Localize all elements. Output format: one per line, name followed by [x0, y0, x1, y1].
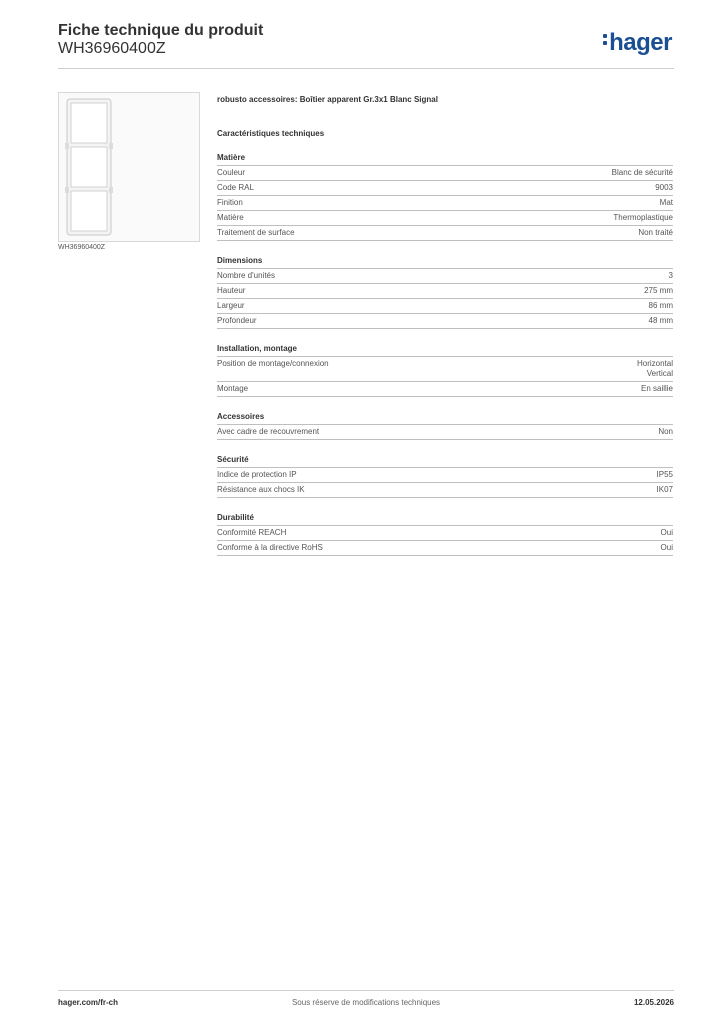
spec-heading: Caractéristiques techniques — [217, 129, 325, 138]
spec-row — [217, 181, 673, 196]
spec-label: Largeur — [217, 301, 245, 310]
spec-value — [660, 198, 673, 208]
spec-value-line: IK07 — [656, 485, 673, 494]
spec-row — [217, 382, 673, 397]
spec-value — [655, 183, 673, 193]
footer-notice: Sous réserve de modifications techniques — [291, 998, 441, 1007]
spec-value-line: 275 mm — [644, 286, 673, 295]
spec-label: Traitement de surface — [217, 228, 295, 237]
spec-row — [217, 166, 673, 181]
spec-label: Matière — [217, 213, 244, 222]
spec-value-line: IP55 — [656, 470, 673, 479]
spec-value-line: Blanc de sécurité — [611, 168, 673, 177]
product-image — [58, 92, 200, 242]
spec-groups — [217, 152, 673, 556]
spec-label: Montage — [217, 384, 249, 393]
spec-row — [217, 226, 673, 241]
spec-row — [217, 196, 673, 211]
spec-value — [661, 543, 673, 553]
surface-box-3x1-icon — [59, 93, 199, 241]
spec-label: Position de montage/connexion — [217, 359, 329, 368]
group-title: Durabilité — [217, 512, 673, 526]
spec-value — [657, 485, 673, 495]
footer-date: 12.05.2026 — [633, 998, 674, 1007]
spec-label: Conforme à la directive RoHS — [217, 543, 323, 552]
footer-website: hager.com/fr-ch — [58, 998, 119, 1007]
spec-value — [658, 427, 673, 437]
spec-row — [217, 526, 673, 541]
footer-divider — [58, 990, 674, 991]
spec-value-line: Non — [658, 427, 673, 436]
spec-value-line: Oui — [660, 528, 673, 537]
spec-label: Profondeur — [217, 316, 257, 325]
group-title: Sécurité — [217, 454, 673, 468]
page-header — [58, 22, 674, 68]
group-title: Dimensions — [217, 255, 673, 269]
header-divider — [58, 68, 674, 69]
spec-content — [217, 94, 673, 556]
spec-row — [217, 541, 673, 556]
hager-logo — [603, 30, 672, 56]
group-title: Installation, montage — [217, 343, 673, 357]
spec-value-line: Non traité — [638, 228, 673, 237]
group-title: Accessoires — [217, 411, 673, 425]
spec-value — [661, 528, 673, 538]
spec-row — [217, 284, 673, 299]
spec-value — [669, 271, 673, 281]
spec-label: Hauteur — [217, 286, 246, 295]
spec-value-line: 48 mm — [648, 316, 673, 325]
spec-value-line: Mat — [659, 198, 673, 207]
spec-label: Finition — [217, 198, 243, 207]
spec-row — [217, 468, 673, 483]
spec-row — [217, 314, 673, 329]
spec-value — [637, 359, 673, 379]
spec-label: Avec cadre de recouvrement — [217, 427, 320, 436]
spec-value-line: En saillie — [640, 384, 673, 393]
spec-row — [217, 299, 673, 314]
product-code: WH36960400Z — [58, 40, 166, 57]
spec-value-line: Oui — [660, 543, 673, 552]
product-name: robusto accessoires: Boîtier apparent Gr.3x1 Blanc Signal — [217, 95, 438, 104]
logo-dots-icon — [603, 31, 609, 48]
spec-value-line: Horizontal — [636, 359, 673, 368]
spec-label: Indice de protection IP — [217, 470, 297, 479]
spec-value — [649, 301, 673, 311]
spec-row — [217, 425, 673, 440]
spec-label: Résistance aux chocs IK — [217, 485, 305, 494]
spec-row — [217, 357, 673, 382]
spec-label: Code RAL — [217, 183, 254, 192]
spec-value — [657, 470, 673, 480]
spec-value — [612, 168, 673, 178]
logo-text: hager — [609, 29, 672, 56]
spec-row — [217, 483, 673, 498]
spec-label: Couleur — [217, 168, 246, 177]
group-title: Matière — [217, 152, 673, 166]
spec-row — [217, 269, 673, 284]
spec-value — [644, 286, 673, 296]
spec-label: Conformité REACH — [217, 528, 287, 537]
spec-value — [638, 228, 673, 238]
spec-row — [217, 211, 673, 226]
document-title: Fiche technique du produit — [58, 22, 264, 39]
spec-value-line: 3 — [668, 271, 673, 280]
spec-label: Nombre d'unités — [217, 271, 275, 280]
spec-value — [649, 316, 673, 326]
spec-value — [641, 384, 673, 394]
spec-value-line: 9003 — [655, 183, 673, 192]
spec-value-line: 86 mm — [648, 301, 673, 310]
spec-value-line: Thermoplastique — [613, 213, 673, 222]
image-caption: WH36960400Z — [58, 244, 106, 251]
spec-value — [613, 213, 673, 223]
spec-value-line: Vertical — [646, 369, 673, 378]
